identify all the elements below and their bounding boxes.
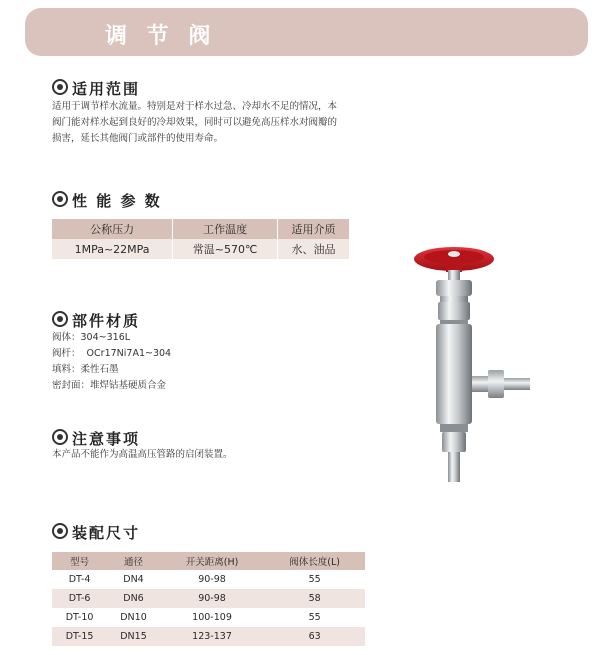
value-pressure: 1MPa~22MPa: [52, 239, 173, 259]
scope-text: 适用于调节样水流量。特别是对于样水过急、冷却水不足的情况，本 阀门能对样水起到良好的冷却效果，同时可以避免高压样水对阀瓣的 损害，延长其他阀门或部件的使用寿命。: [52, 101, 338, 144]
table-row: DT-10 DN10 100-109 55: [65, 612, 321, 623]
title-banner: [25, 8, 588, 56]
bullet-circle-icon: [52, 523, 68, 539]
header-model: 型号: [52, 552, 107, 570]
performance-value-row: [52, 239, 350, 259]
value-medium: 水、油品: [278, 239, 350, 259]
valve-product-image: [410, 240, 540, 490]
material-row-seal: 密封面：堆焊钴基硬质合金: [52, 380, 167, 391]
page-title: 调 节 阀: [105, 24, 217, 49]
material-row-body: 阀体：304~316L: [52, 332, 131, 343]
bullet-circle-icon: [52, 311, 68, 327]
notice-text: 本产品不能作为高温高压管路的启闭装置。: [52, 449, 233, 460]
bullet-circle-icon: [52, 191, 68, 207]
sizes-heading: 装配尺寸: [52, 522, 140, 543]
performance-table: [52, 219, 350, 259]
header-distance: 开关距离(H): [160, 552, 264, 570]
bullet-circle-icon: [52, 429, 68, 445]
materials-list: [52, 330, 171, 394]
header-pressure: 公称压力: [52, 219, 173, 239]
bullet-circle-icon: [52, 79, 68, 95]
table-row: DT-15 DN15 123-137 63: [52, 627, 365, 646]
header-bore: 通径: [107, 552, 160, 570]
performance-heading: 性 能 参 数: [52, 190, 162, 211]
materials-heading: 部件材质: [52, 310, 140, 331]
notice-heading: 注意事项: [52, 428, 140, 449]
header-length: 阀体长度(L): [264, 552, 365, 570]
size-table: [52, 552, 365, 646]
size-header-row: [52, 552, 365, 570]
table-row: DT-6 DN6 90-98 58: [52, 589, 365, 608]
table-row: DT-4 DN4 90-98 55: [68, 574, 321, 585]
performance-header-row: [52, 219, 350, 239]
header-medium: 适用介质: [278, 219, 350, 239]
header-temperature: 工作温度: [173, 219, 278, 239]
material-row-packing: 填料：柔性石墨: [52, 364, 119, 375]
handwheel: [414, 247, 494, 272]
scope-heading: 适用范围: [52, 78, 140, 99]
value-temperature: 常温~570℃: [173, 239, 278, 259]
material-row-stem: 阀杆： OCr17Ni7A1~304: [52, 348, 172, 359]
